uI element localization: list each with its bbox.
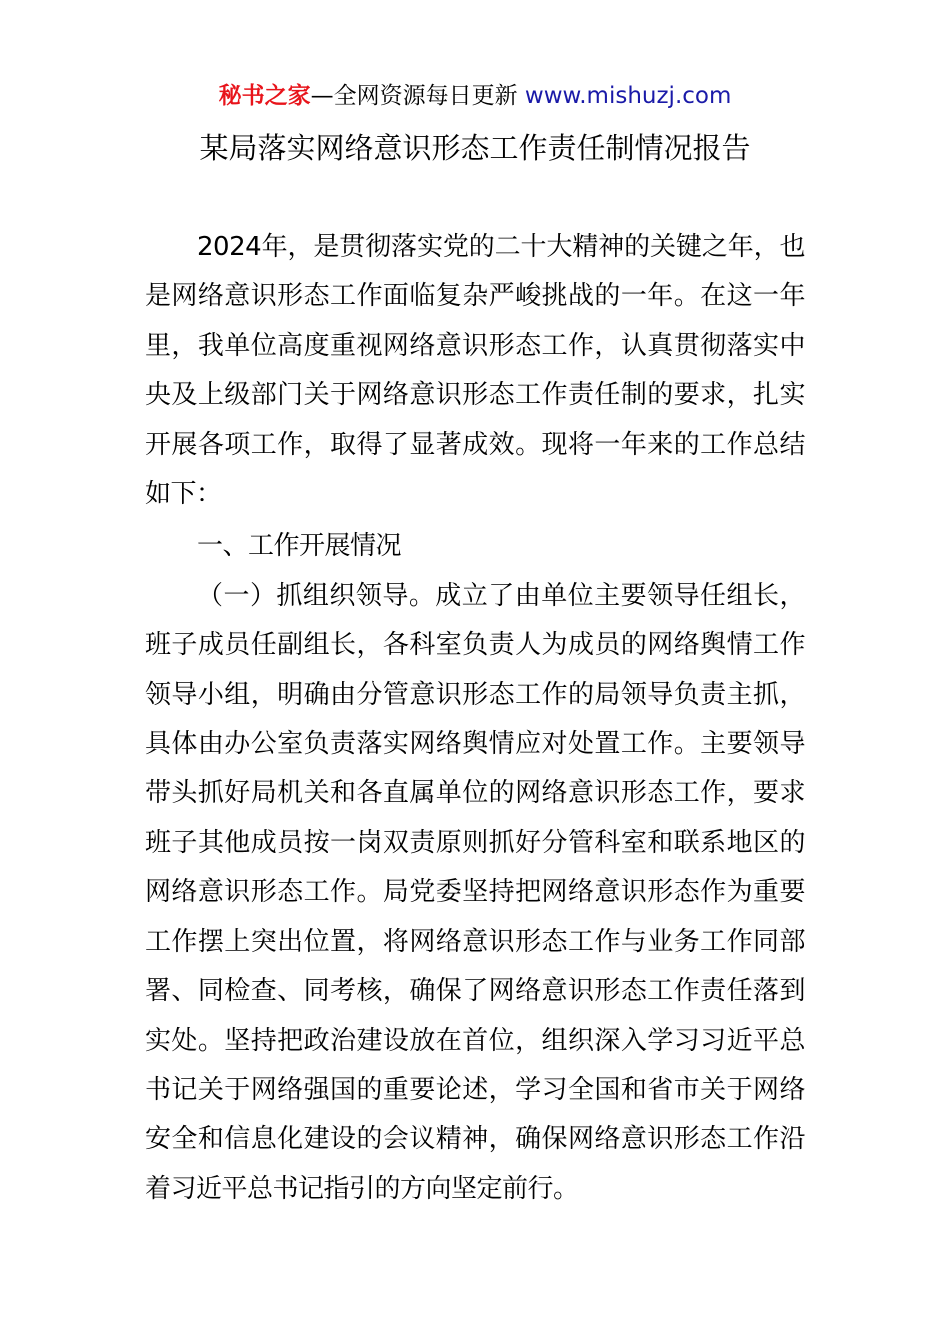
subsection-paragraph: （一）抓组织领导。成立了由单位主要领导任组长，班子成员任副组长，各科室负责人为成员的网络舆情工作领导小组，明确由分管意识形态工作的局领导负责主抓，具体由办公室负责落实网络舆情应对处置工作。主要领导带头抓好局机关和各直属单位的网络意识形态工作，要求班子其他成员按一岗双责原则抓好分管科室和联系地区的网络意识形态工作。局党委坚持把网络意识形态作为重要工作摆上突出位置，将网络意识形态工作与业务工作同部署、同检查、同考核，确保了网络意识形态工作责任落到实处。坚持把政治建设放在首位，组织深入学习习近平总书记关于网络强国的重要论述，学习全国和省市关于网络安全和信息化建设的会议精神，确保网络意识形态工作沿着习近平总书记指引的方向坚定前行。 [145,580,805,1204]
intro-paragraph: 2024年，是贯彻落实党的二十大精神的关键之年，也是网络意识形态工作面临复杂严峻挑战的一年。在这一年里，我单位高度重视网络意识形态工作，认真贯彻落实中央及上级部门关于网络意识形态工作责任制的要求，扎实开展各项工作，取得了显著成效。现将一年来的工作总结如下： [145,232,805,510]
header-tagline: —全网资源每日更新 [310,83,518,109]
brand-name: 秘书之家 [218,83,311,109]
section-heading: 一、工作开展情况 [197,531,402,562]
site-header [0,80,950,112]
document-body [145,223,805,1214]
document-title: 某局落实网络意识形态工作责任制情况报告 [199,131,751,165]
site-url[interactable]: www.mishuzj.com [517,83,732,109]
